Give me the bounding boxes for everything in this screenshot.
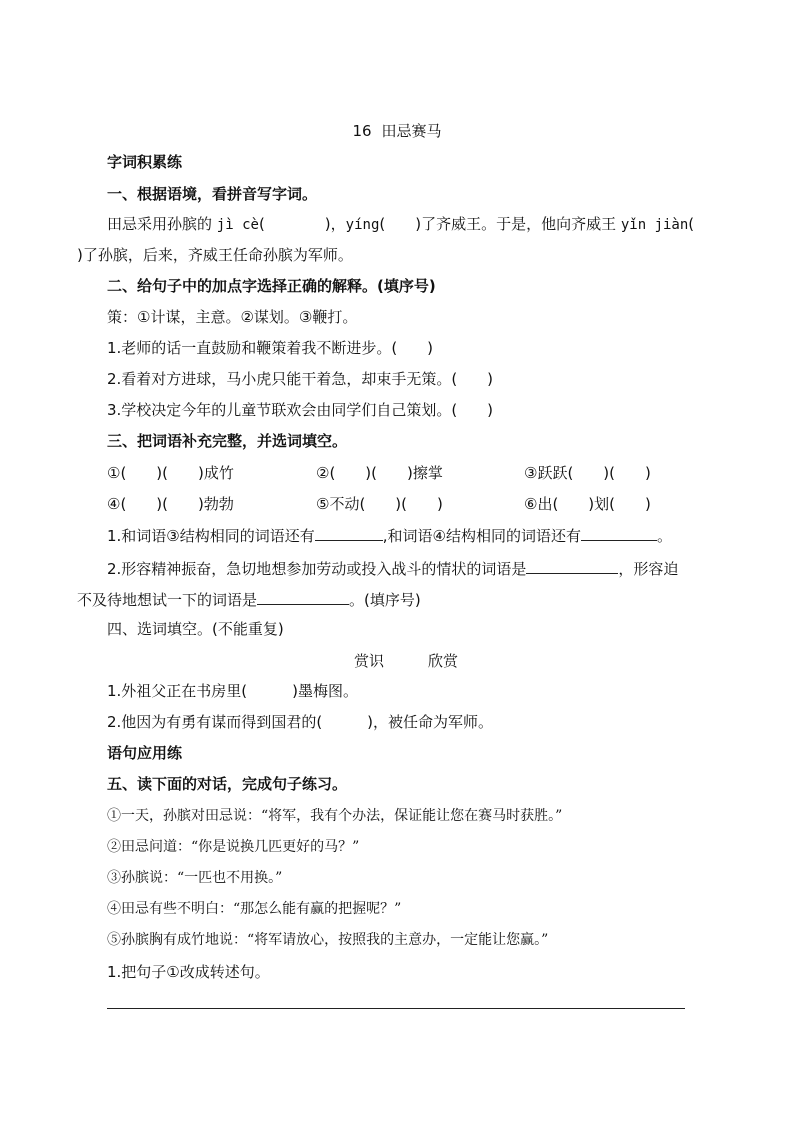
q5-answer-line[interactable] xyxy=(107,1008,685,1009)
q2-heading: 二、给句子中的加点字选择正确的解释。(填序号) xyxy=(107,277,436,295)
lesson-number: 16 xyxy=(352,122,372,140)
q1-blank-2[interactable]: ( )了齐威王。于是，他向齐威王 xyxy=(379,215,621,233)
q3-sub2-blank-1[interactable] xyxy=(526,557,618,574)
q3-idiom-6[interactable]: ⑥出( )划( ) xyxy=(524,495,651,513)
page-title xyxy=(0,120,794,141)
section-heading-sentence: 语句应用练 xyxy=(107,744,183,762)
q5-heading: 五、读下面的对话，完成句子练习。 xyxy=(107,775,348,793)
q4-item-1[interactable]: 1.外祖父正在书房里( )墨梅图。 xyxy=(107,682,359,700)
q3-sub-2-line-1 xyxy=(107,557,678,579)
q2-item-2[interactable]: 2.看着对方进球，马小虎只能干着急，却束手无策。( ) xyxy=(107,370,494,388)
q1-pinyin-2: yíng xyxy=(345,217,380,233)
q2-item-3[interactable]: 3.学校决定今年的儿童节联欢会由同学们自己策划。( ) xyxy=(107,401,494,419)
q3-sub-2-line-2 xyxy=(77,588,421,610)
q4-word-2: 欣赏 xyxy=(428,652,459,670)
q3-sub1-blank-2[interactable] xyxy=(581,524,657,541)
q5-dialogue-2: ②田忌问道：“你是说换几匹更好的马？” xyxy=(107,839,360,855)
q3-sub1-text-b: ,和词语④结构相同的词语还有 xyxy=(382,527,581,545)
q5-dialogue-4: ④田忌有些不明白：“那怎么能有赢的把握呢？” xyxy=(107,901,402,917)
q3-idiom-3[interactable]: ③跃跃( )( ) xyxy=(524,464,651,482)
q3-sub2-text-a: 2.形容精神振奋，急切地想参加劳动或投入战斗的情状的词语是 xyxy=(107,560,527,578)
q1-blank-1[interactable]: ( )， xyxy=(258,215,346,233)
lesson-title: 田忌赛马 xyxy=(381,122,442,140)
q3-idiom-2[interactable]: ②( )( )擦掌 xyxy=(316,464,443,482)
section-heading-accumulate: 字词积累练 xyxy=(107,153,183,171)
q4-word-1: 赏识 xyxy=(354,652,385,670)
q3-sub2-text-b: ，形容迫 xyxy=(618,560,679,578)
q1-blank-3-open[interactable]: ( xyxy=(688,215,695,233)
q1-pinyin-1: jì cè xyxy=(216,217,259,233)
q2-item-1[interactable]: 1.老师的话一直鼓励和鞭策着我不断进步。( ) xyxy=(107,339,434,357)
q1-passage-line-1 xyxy=(107,214,694,235)
q1-text-a: 田忌采用孙膑的 xyxy=(107,215,217,233)
q3-idiom-4[interactable]: ④( )( )勃勃 xyxy=(107,495,234,513)
q3-sub2-text-c: 不及待地想试一下的词语是 xyxy=(77,591,258,609)
q3-sub2-blank-2[interactable] xyxy=(257,588,349,605)
q1-heading: 一、根据语境，看拼音写字词。 xyxy=(107,185,318,203)
q2-definitions: 策：①计谋，主意。②谋划。③鞭打。 xyxy=(107,308,358,326)
q5-dialogue-5: ⑤孙膑胸有成竹地说：“将军请放心，按照我的主意办，一定能让您赢。” xyxy=(107,932,549,948)
q4-heading: 四、选词填空。(不能重复) xyxy=(107,620,284,638)
q3-idiom-1[interactable]: ①( )( )成竹 xyxy=(107,464,234,482)
q5-dialogue-1: ①一天，孙膑对田忌说：“将军，我有个办法，保证能让您在赛马时获胜。” xyxy=(107,808,563,824)
q3-sub1-blank-1[interactable] xyxy=(315,524,383,541)
q3-sub-1 xyxy=(107,524,672,546)
q1-pinyin-3: yǐn jiàn xyxy=(620,217,689,233)
q3-sub1-text-a: 1.和词语③结构相同的词语还有 xyxy=(107,527,315,545)
q3-idiom-5[interactable]: ⑤不动( )( ) xyxy=(316,495,443,513)
q4-item-2[interactable]: 2.他因为有勇有谋而得到国君的( )，被任命为军师。 xyxy=(107,713,494,731)
q5-dialogue-3: ③孙膑说：“一匹也不用换。” xyxy=(107,870,283,886)
q3-sub1-text-c: 。 xyxy=(656,527,672,545)
q3-heading: 三、把词语补充完整，并选词填空。 xyxy=(107,432,348,450)
q5-sub-1: 1.把句子①改成转述句。 xyxy=(107,963,270,981)
q1-passage-line-2: )了孙膑，后来，齐威王任命孙膑为军师。 xyxy=(77,246,353,264)
q3-sub2-text-d: 。(填序号) xyxy=(349,591,421,609)
